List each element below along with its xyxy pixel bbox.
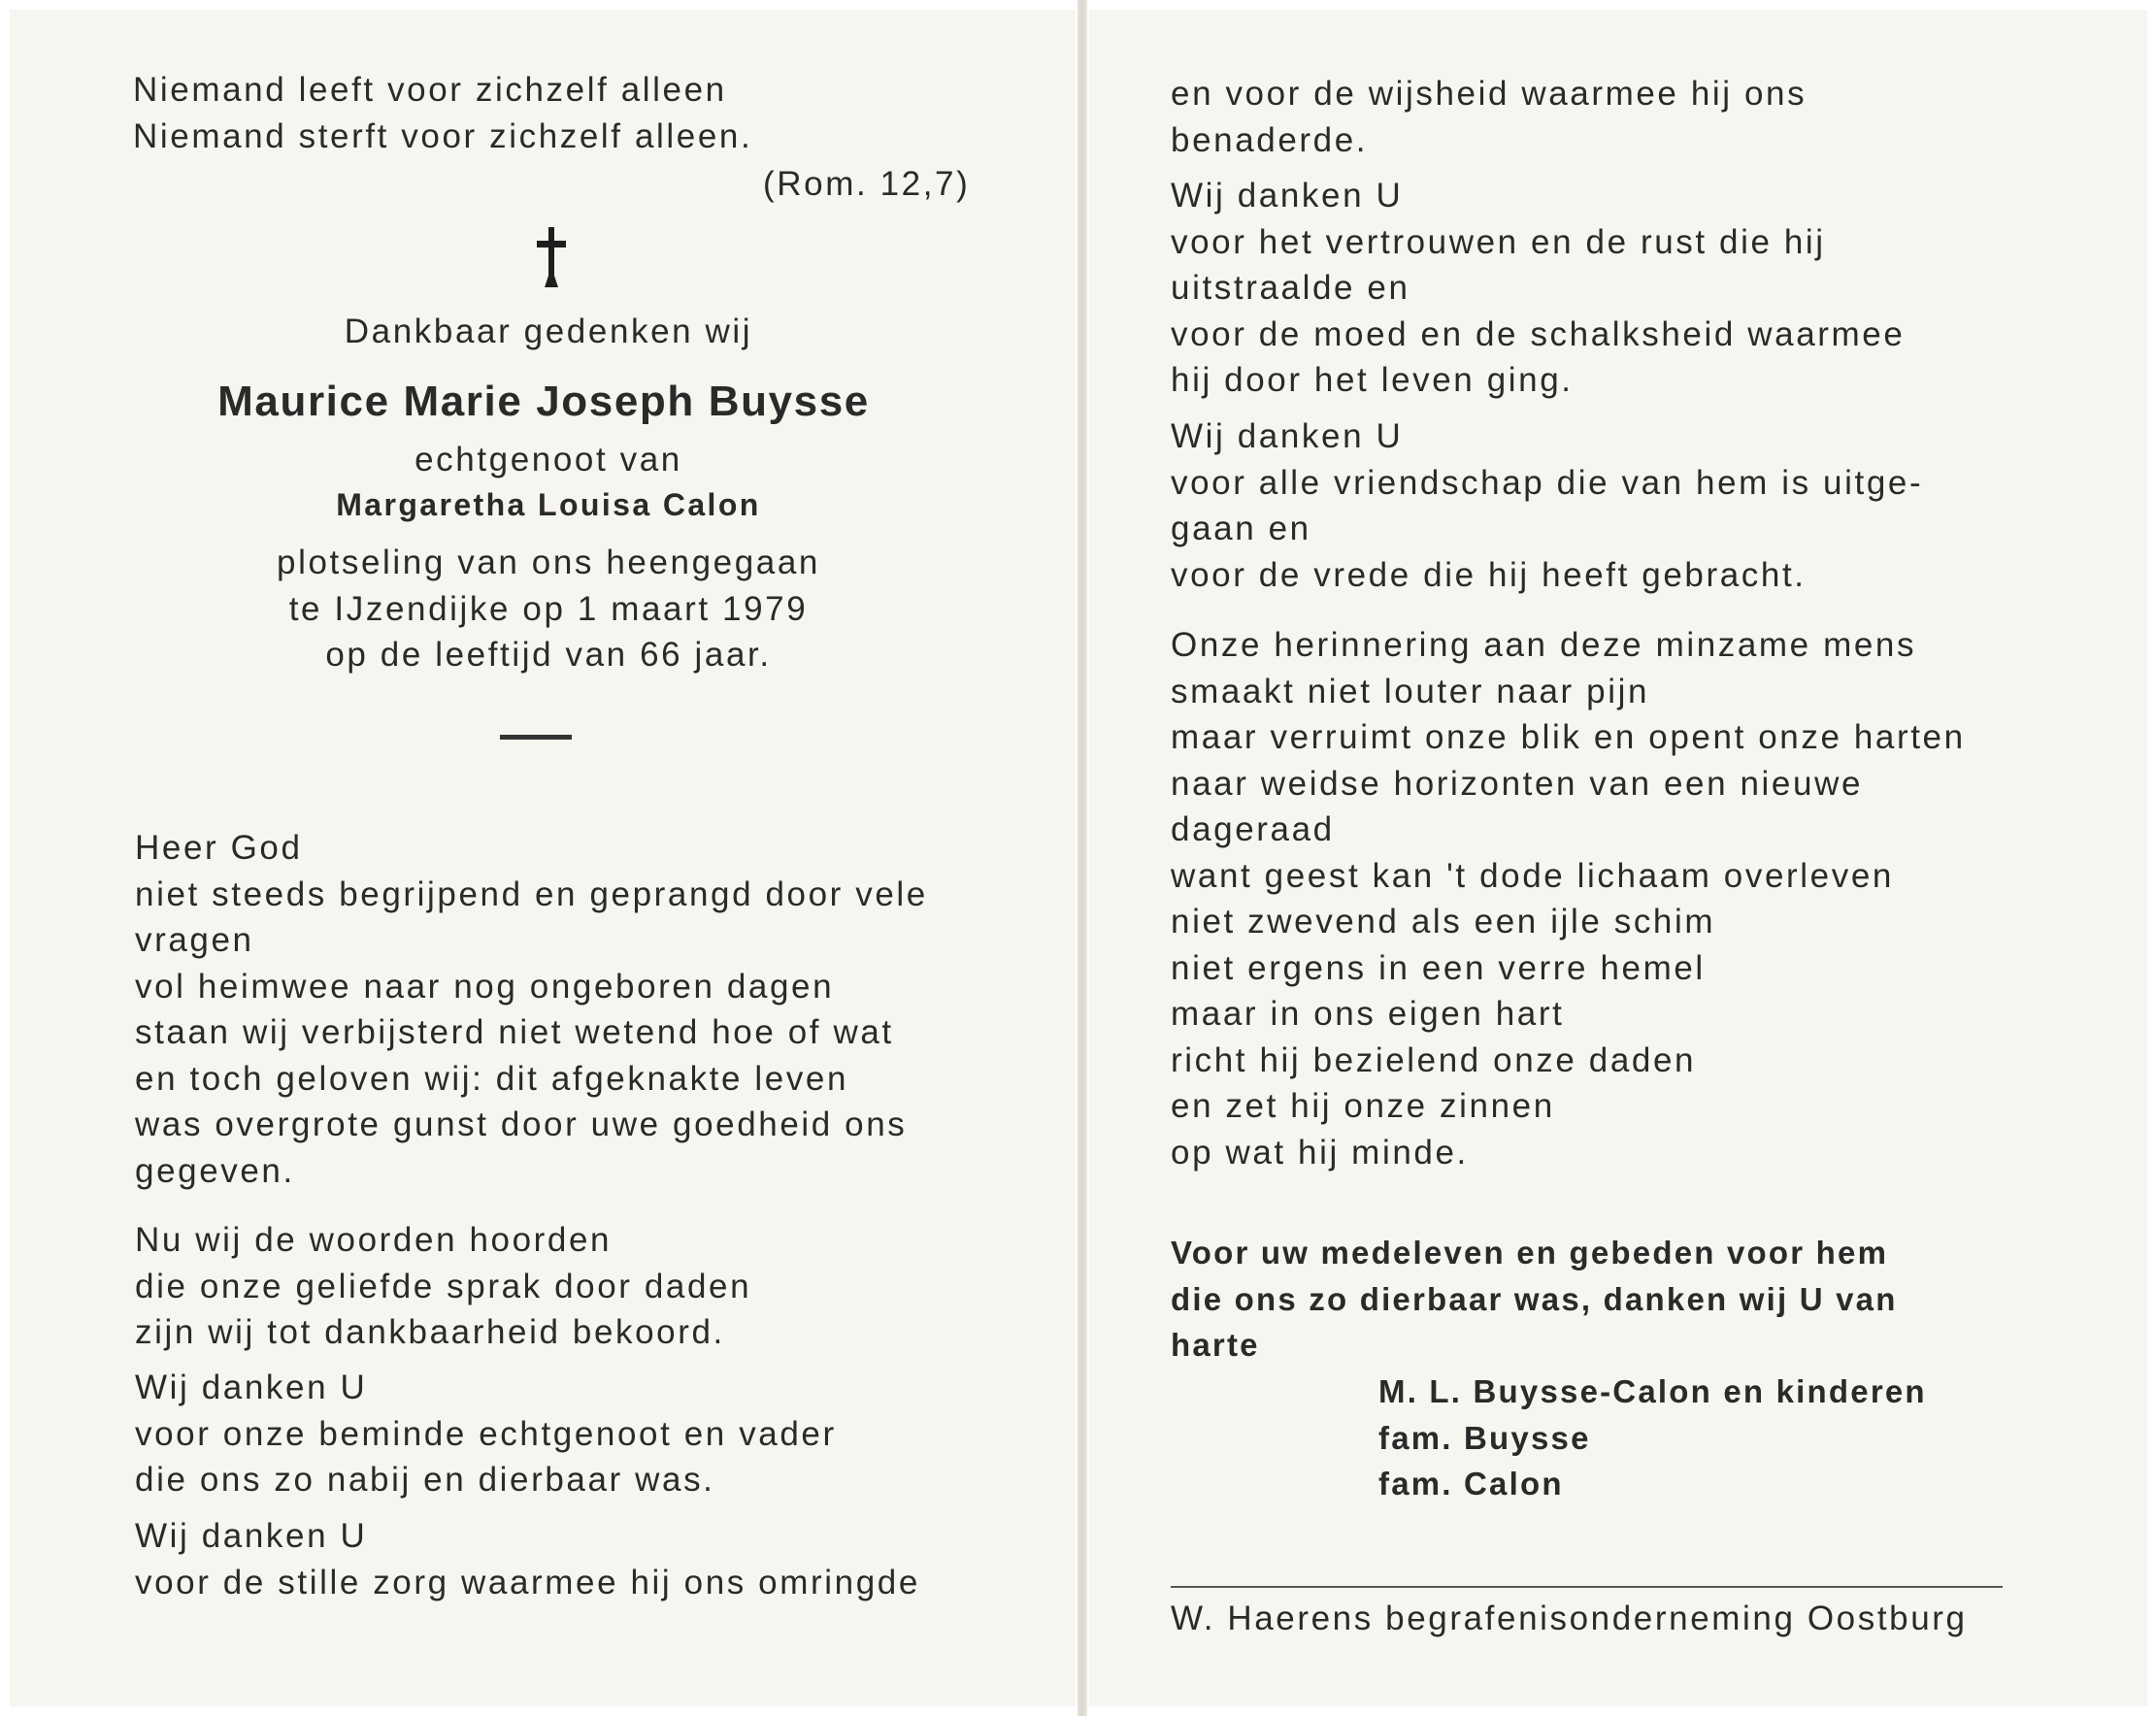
prayer-stanza-8 — [1171, 622, 1966, 1175]
prayer-stanza-6 — [1171, 173, 1905, 404]
prayer-line: en toch geloven wij: dit afgeknakte leven — [135, 1059, 849, 1098]
prayer-line: Wij danken U — [135, 1369, 368, 1406]
epigraph — [133, 67, 752, 159]
prayer-line: want geest kan 't dode lichaam overleven — [1171, 856, 1894, 895]
prayer-line: en voor de wijsheid waarmee hij ons — [1171, 75, 1808, 113]
undertaker-credit: W. Haerens begrafenisonderneming Oostburg — [1171, 1600, 1968, 1637]
prayer-stanza-3 — [135, 1365, 837, 1503]
prayer-line: voor de stille zorg waarmee hij ons omringde — [135, 1563, 920, 1601]
prayer-stanza-2 — [135, 1217, 751, 1356]
prayer-line: niet zwevend als een ijle schim — [1171, 903, 1716, 940]
thanks-line: Voor uw medeleven en gebeden voor hem — [1171, 1235, 1889, 1270]
prayer-line: was overgrote gunst door uwe goedheid ons — [135, 1106, 908, 1143]
prayer-stanza-1 — [135, 825, 928, 1194]
latin-cross-icon — [537, 227, 566, 287]
prayer-stanza-4 — [135, 1513, 920, 1605]
epigraph-line: Niemand sterft voor zichzelf alleen. — [133, 116, 753, 155]
prayer-line: benaderde. — [1171, 120, 1369, 159]
prayer-line: gaan en — [1171, 510, 1311, 547]
prayer-line: Heer God — [135, 829, 303, 867]
prayer-line: maar in ons eigen hart — [1171, 995, 1565, 1033]
prayer-line: niet steeds begrijpend en geprangd door vele — [135, 874, 928, 913]
prayer-line: voor de moed en de schalksheid waarmee — [1171, 314, 1906, 353]
prayer-line: dageraad — [1171, 810, 1335, 848]
spouse-name: Margaretha Louisa Calon — [336, 487, 761, 522]
prayer-line: naar weidse horizonten van een nieuwe — [1171, 764, 1864, 803]
signature-line: M. L. Buysse-Calon en kinderen — [1378, 1373, 1927, 1409]
signature-line: fam. Calon — [1378, 1466, 1564, 1502]
prayer-line: voor alle vriendschap die van hem is uitge- — [1171, 463, 1924, 502]
footer-rule — [1171, 1586, 2003, 1588]
prayer-line: smaakt niet louter naar pijn — [1171, 672, 1650, 710]
signature-line: fam. Buysse — [1378, 1419, 1591, 1456]
prayer-line: staan wij verbijsterd niet wetend hoe of wat — [135, 1013, 894, 1051]
scripture-reference: (Rom. 12,7) — [763, 165, 971, 203]
thanks-text — [1171, 1230, 1898, 1369]
card-fold — [1078, 0, 1087, 1716]
signatures — [1378, 1369, 1927, 1507]
prayer-line: Wij danken U — [135, 1517, 368, 1555]
death-details — [209, 540, 888, 678]
thanks-line: die ons zo dierbaar was, danken wij U van — [1171, 1280, 1898, 1317]
prayer-line: niet ergens in een verre hemel — [1171, 948, 1706, 987]
prayer-line: vol heimwee naar nog ongeboren dagen — [135, 967, 835, 1006]
prayer-line: op wat hij minde. — [1171, 1133, 1469, 1172]
prayer-stanza-5 — [1171, 71, 1807, 163]
prayer-line: gegeven. — [135, 1151, 295, 1190]
prayer-line: hij door het leven ging. — [1171, 361, 1574, 399]
prayer-line: en zet hij onze zinnen — [1171, 1087, 1555, 1125]
thanks-line: harte — [1171, 1327, 1260, 1363]
prayer-line: zijn wij tot dankbaarheid bekoord. — [135, 1313, 725, 1351]
deceased-name: Maurice Marie Joseph Buysse — [217, 378, 870, 425]
prayer-line: voor het vertrouwen en de rust die hij — [1171, 222, 1826, 261]
prayer-line: voor onze beminde echtgenoot en vader — [135, 1414, 837, 1453]
death-line: op de leeftijd van 66 jaar. — [325, 636, 772, 674]
prayer-line: richt hij bezielend onze daden — [1171, 1040, 1697, 1079]
prayer-line: voor de vrede die hij heeft gebracht. — [1171, 555, 1807, 594]
prayer-line: die ons zo nabij en dierbaar was. — [135, 1461, 715, 1499]
death-line: te IJzendijke op 1 maart 1979 — [288, 589, 809, 628]
prayer-line: vragen — [135, 921, 254, 959]
prayer-line: Wij danken U — [1171, 177, 1404, 214]
prayer-line: Onze herinnering aan deze minzame mens — [1171, 626, 1917, 664]
prayer-line: maar verruimt onze blik en opent onze harten — [1171, 718, 1966, 756]
prayer-line: Nu wij de woorden hoorden — [135, 1221, 613, 1259]
prayer-line: die onze geliefde sprak door daden — [135, 1267, 752, 1305]
epigraph-line: Niemand leeft voor zichzelf alleen — [133, 71, 727, 109]
death-line: plotseling van ons heengegaan — [277, 544, 820, 581]
prayer-line: uitstraalde en — [1171, 269, 1410, 307]
prayer-stanza-7 — [1171, 413, 1923, 598]
separator-dash — [500, 735, 572, 740]
intro-text: Dankbaar gedenken wij — [344, 313, 753, 350]
prayer-line: Wij danken U — [1171, 417, 1404, 455]
spouse-intro: echtgenoot van — [415, 441, 682, 478]
